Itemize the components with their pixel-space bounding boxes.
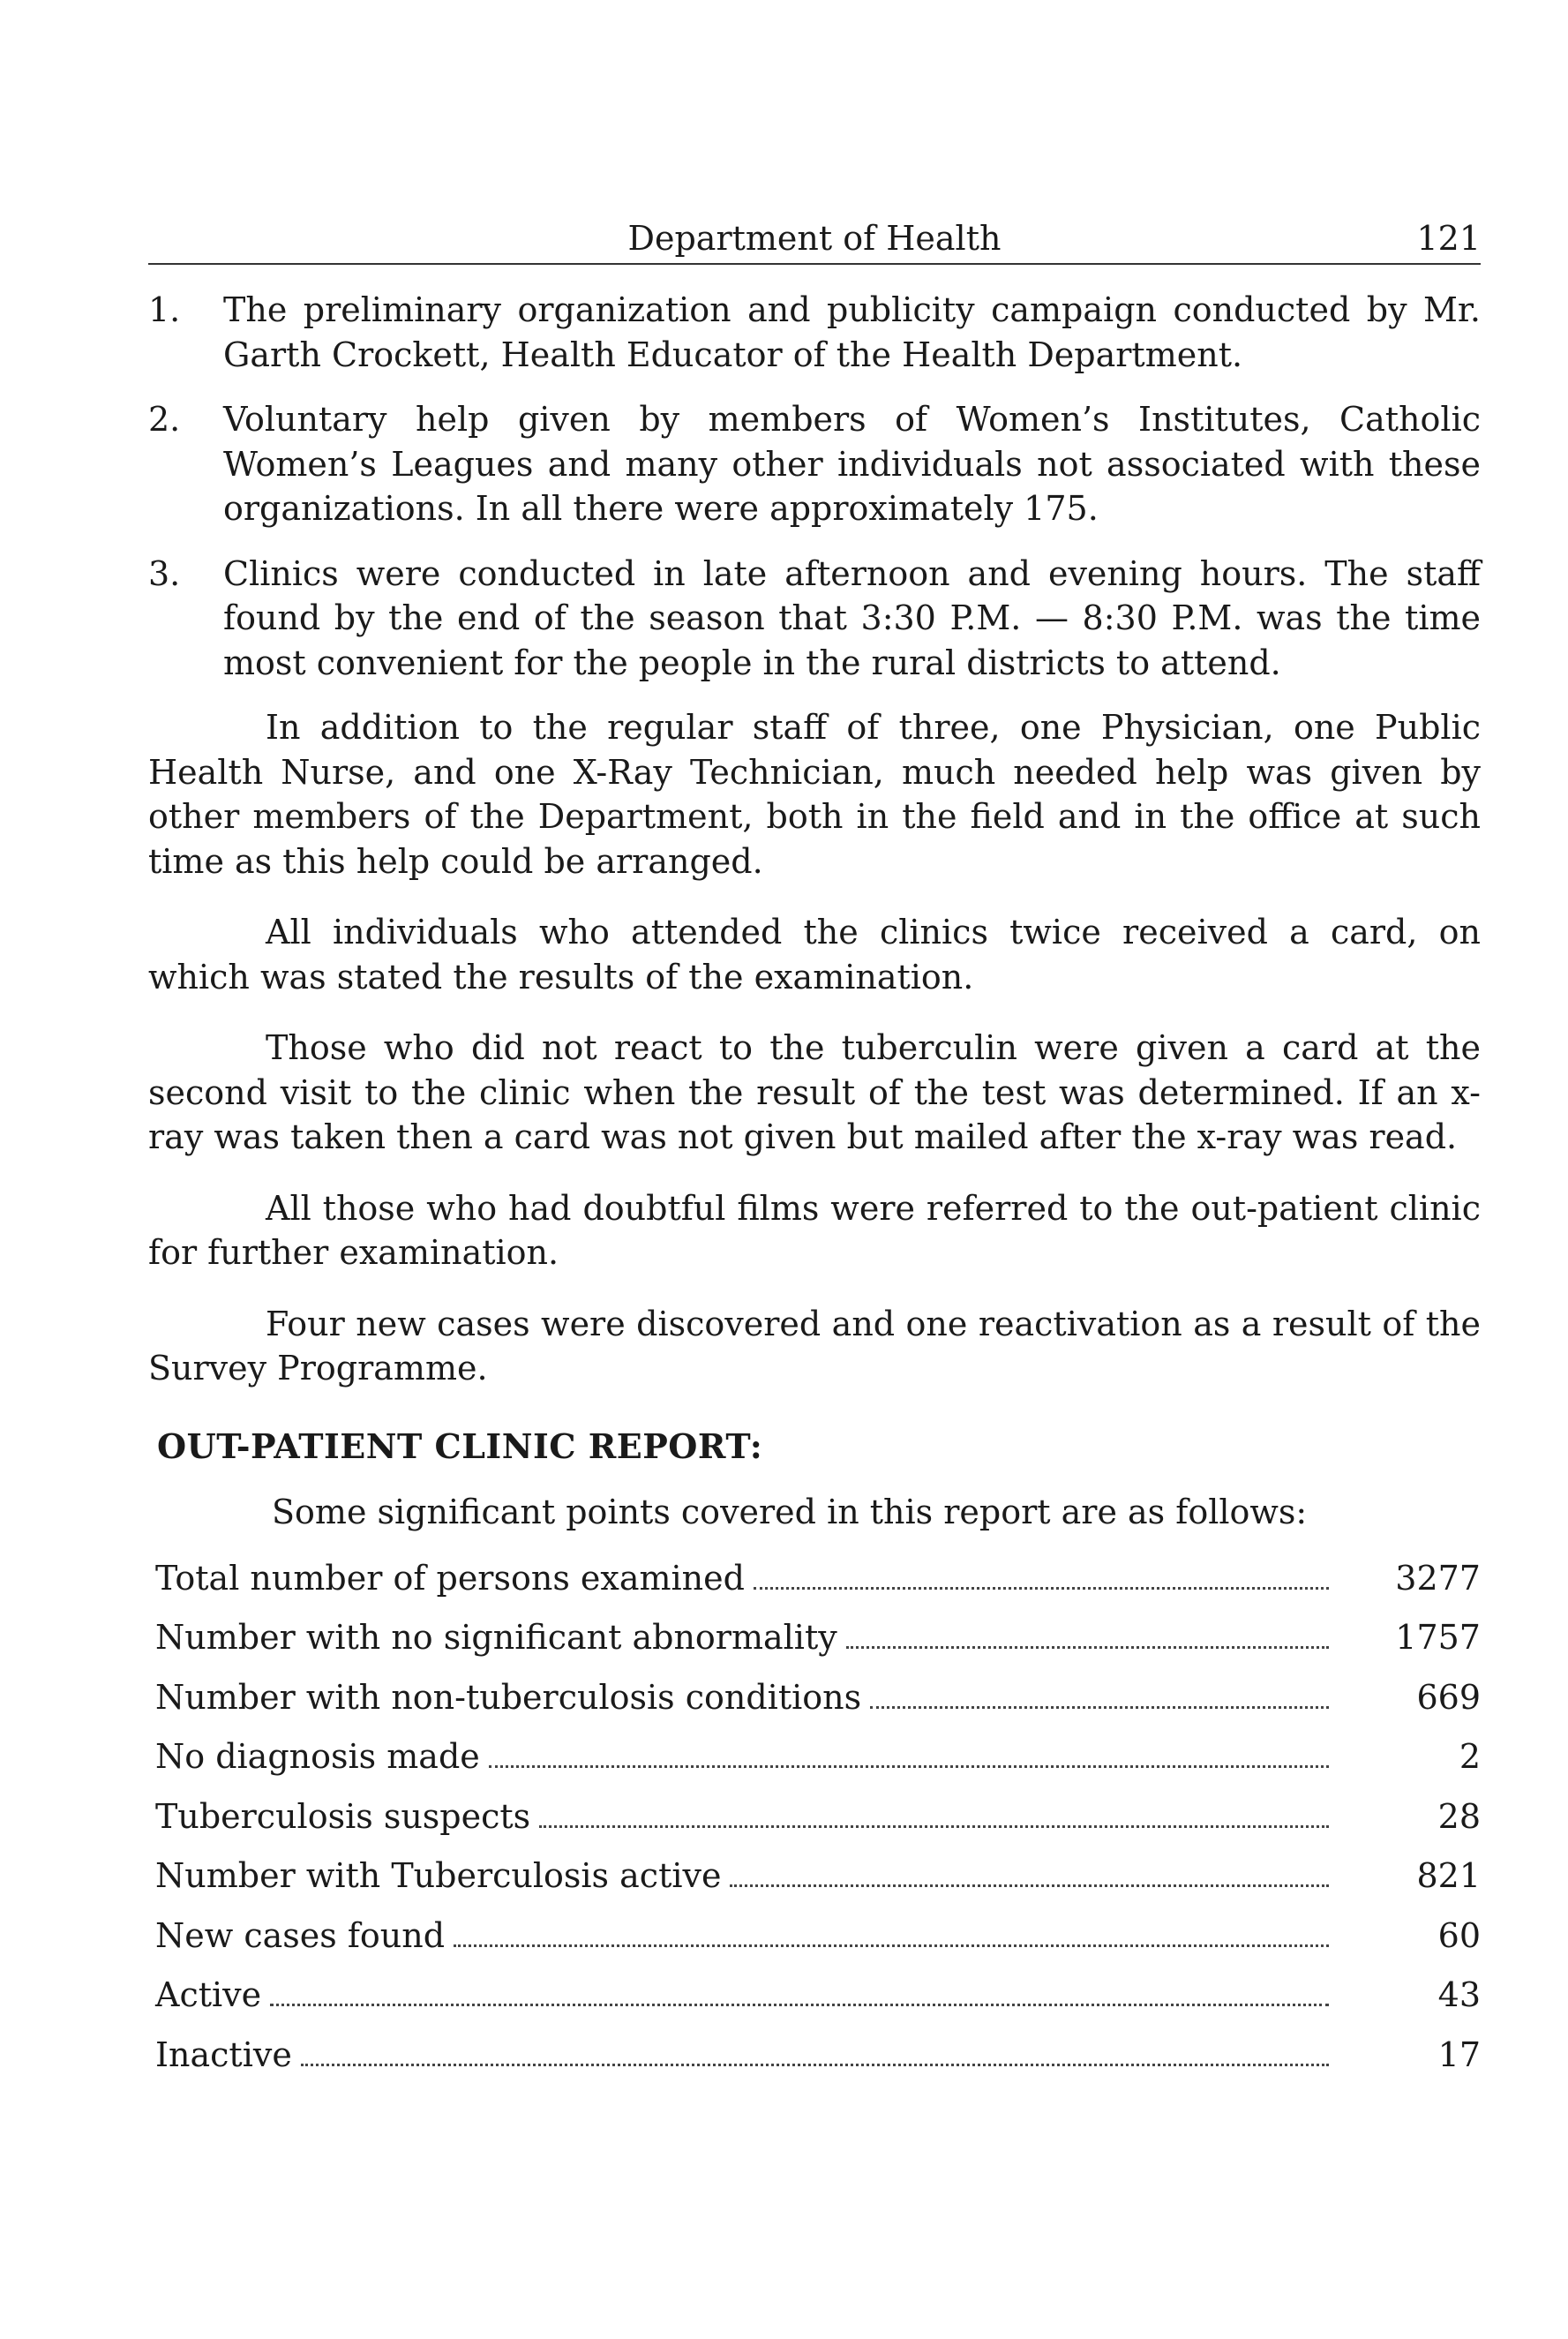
stat-row: [155, 1556, 1481, 1616]
list-item: [148, 552, 1481, 686]
stat-value: 43: [1437, 1975, 1481, 2014]
stat-label: Number with Tuberculosis active: [155, 1856, 722, 1895]
paragraph: All those who had doubtful films were referred to the out-patient clinic for further examination.: [148, 1188, 1481, 1272]
document-page: [148, 212, 1481, 2092]
running-header: [148, 212, 1481, 265]
stat-value: 60: [1437, 1915, 1481, 1955]
dot-leader: [870, 1706, 1329, 1709]
stat-label: Number with non-tuberculosis conditions: [155, 1677, 862, 1717]
stat-value: 1757: [1395, 1618, 1481, 1657]
paragraph: In addition to the regular staff of three, one Physician, one Public Health Nurse, and one X-Ray Technician, much needed help was given by other members of the Department, both in the field and in the office at such time as this help could be arranged.: [148, 708, 1481, 881]
dot-leader: [539, 1825, 1329, 1828]
stat-row: [155, 1794, 1481, 1854]
stat-row: [155, 2033, 1481, 2093]
dot-leader: [454, 1944, 1329, 1947]
stat-row: [155, 1973, 1481, 2033]
body-text: [148, 288, 1481, 2092]
list-item-text: Voluntary help given by members of Women’s Institutes, Catholic Women’s Leagues and many other individuals not associated with these organizations. In all there were approximately 175.: [223, 400, 1481, 528]
dot-leader: [730, 1884, 1329, 1887]
stat-label: Number with no significant abnormality: [155, 1618, 837, 1657]
stat-label: New cases found: [155, 1915, 446, 1955]
stat-label: Active: [155, 1975, 262, 2014]
section-intro: Some significant points covered in this report are as follows:: [272, 1493, 1308, 1531]
stat-label: No diagnosis made: [155, 1737, 480, 1776]
stats-table: [148, 1556, 1481, 2093]
list-item-text: The preliminary organization and publicity campaign conducted by Mr. Garth Crockett, Health Educator of the Health Department.: [223, 290, 1481, 374]
stat-value: 2: [1459, 1737, 1481, 1776]
stat-label: Inactive: [155, 2034, 292, 2074]
stat-row: [155, 1914, 1481, 1974]
dot-leader: [846, 1646, 1329, 1649]
list-item-number: 2.: [148, 400, 181, 439]
list-item: [148, 288, 1481, 377]
stat-row: [155, 1675, 1481, 1735]
stat-row: [155, 1734, 1481, 1794]
stat-value: 3277: [1395, 1558, 1481, 1598]
dot-leader: [754, 1587, 1329, 1590]
stat-value: 17: [1437, 2034, 1481, 2074]
stat-label: Total number of persons examined: [155, 1558, 745, 1598]
section-heading: OUT-PATIENT CLINIC REPORT:: [157, 1425, 763, 1466]
list-item-number: 3.: [148, 553, 181, 593]
stat-value: 28: [1437, 1796, 1481, 1836]
paragraph: All individuals who attended the clinics twice received a card, on which was stated the results of the examination.: [148, 913, 1481, 997]
page-number: 121: [1416, 219, 1481, 258]
paragraph: Four new cases were discovered and one reactivation as a result of the Survey Programme.: [148, 1304, 1481, 1388]
dot-leader: [270, 2004, 1329, 2006]
header-title: Department of Health: [627, 219, 1002, 258]
stat-value: 669: [1416, 1677, 1481, 1717]
numbered-list: [148, 288, 1481, 685]
list-item-number: 1.: [148, 290, 181, 329]
dot-leader: [301, 2064, 1329, 2066]
dot-leader: [489, 1765, 1329, 1768]
stat-label: Tuberculosis suspects: [155, 1796, 531, 1836]
stat-value: 821: [1416, 1856, 1481, 1895]
list-item-text: Clinics were conducted in late afternoon and evening hours. The staff found by the end of the season that 3:30 P.M. — 8:30 P.M. was the time most convenient for the people in the rural districts to attend.: [223, 553, 1481, 682]
paragraph: Those who did not react to the tuberculin were given a card at the second visit to the clinic when the result of the test was determined. If an x-ray was taken then a card was not given but mailed after the x-ray was read.: [148, 1028, 1481, 1156]
stat-row: [155, 1854, 1481, 1914]
list-item: [148, 397, 1481, 531]
stat-row: [155, 1615, 1481, 1675]
